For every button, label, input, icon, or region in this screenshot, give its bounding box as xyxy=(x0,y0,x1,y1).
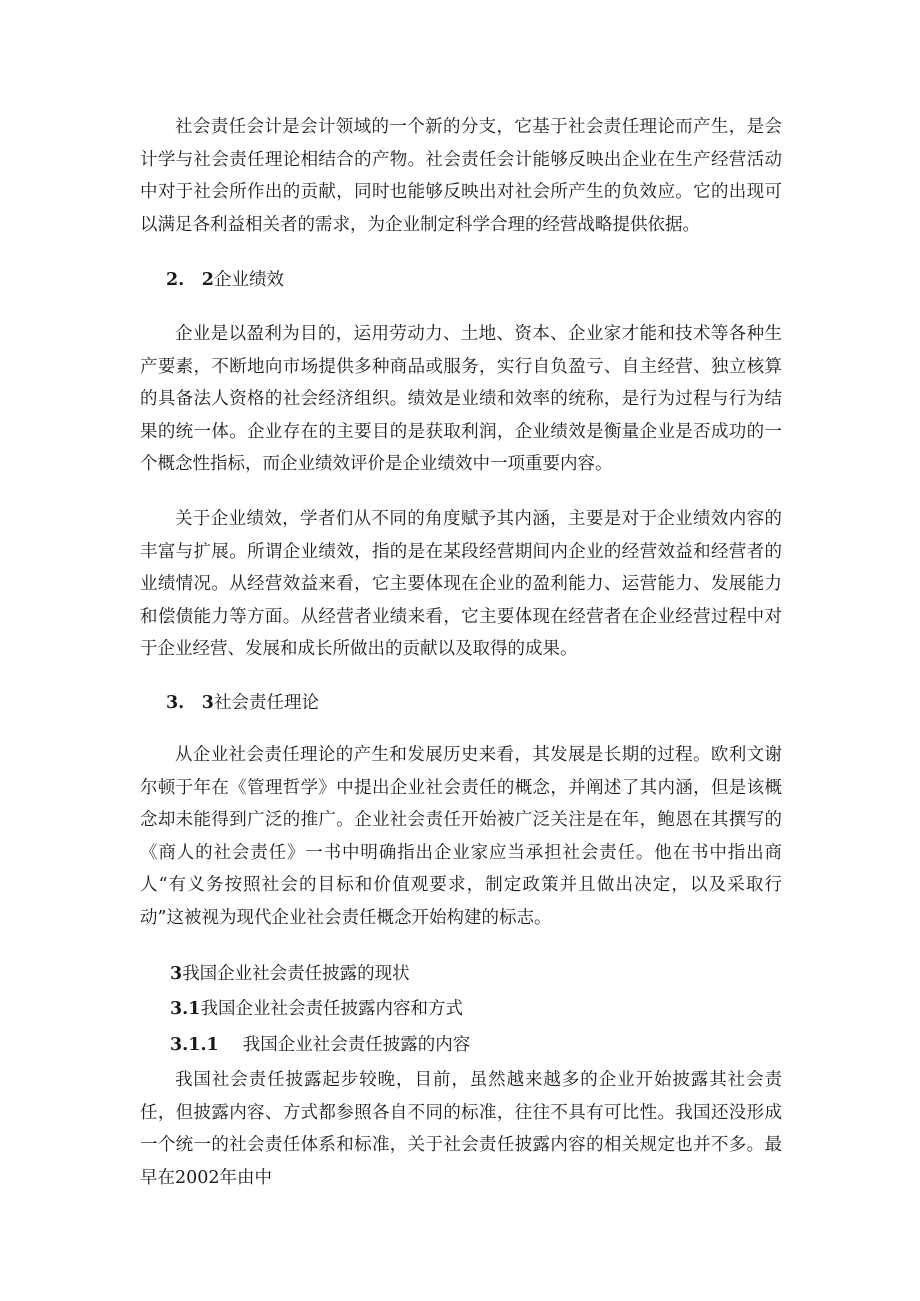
heading-2-2-enterprise-performance xyxy=(166,264,284,296)
heading-number: 2. 2 xyxy=(166,270,214,290)
heading-3-1-disclosure-content-and-methods xyxy=(170,993,463,1025)
heading-number: 3.1 xyxy=(170,999,201,1019)
heading-title: 社会责任理论 xyxy=(213,693,319,713)
paragraph-csr-accounting: 社会责任会计是会计领域的一个新的分支，它基于社会责任理论而产生，是会计学与社会责任理论相结合的产物。社会责任会计能够反映出企业在生产经营活动中对于社会所作出的贡献，同时也能够反映出对社会所产生的负效应。它的出现可以满足各利益相关者的需求，为企业制定科学合理的经营战略提供依据。 xyxy=(140,117,782,235)
heading-title: 企业绩效 xyxy=(213,270,284,290)
heading-number: 3 xyxy=(170,964,183,984)
heading-3-csr-disclosure-status xyxy=(170,958,410,990)
paragraph-performance-connotation: 关于企业绩效，学者们从不同的角度赋予其内涵，主要是对于企业绩效内容的丰富与扩展。所谓企业绩效，指的是在某段经营期间内企业的经营效益和经营者的业绩情况。从经营效益来看，它主要体现在企业的盈利能力、运营能力、发展能力和偿债能力等方面。从经营者业绩来看，它主要体现在经营者在企业经营过程中对于企业经营、发展和成长所做出的贡献以及取得的成果。 xyxy=(140,509,782,659)
paragraph-enterprise-definition: 企业是以盈利为目的，运用劳动力、土地、资本、企业家才能和技术等各种生产要素，不断地向市场提供多种商品或服务，实行自负盈亏、自主经营、独立核算的具备法人资格的社会经济组织。绩效是业绩和效率的统称，是行为过程与行为结果的统一体。企业存在的主要目的是获取利润，企业绩效是衡量企业是否成功的一个概念性指标，而企业绩效评价是企业绩效中一项重要内容。 xyxy=(140,324,782,474)
paragraph-csr-history: 从企业社会责任理论的产生和发展历史来看，其发展是长期的过程。欧利文谢尔顿于年在《管理哲学》中提出企业社会责任的概念，并阐述了其内涵，但是该概念却未能得到广泛的推广。企业社会责任开始被广泛关注是在年，鲍恩在其撰写的《商人的社会责任》一书中明确指出企业家应当承担社会责任。他在书中指出商人“有义务按照社会的目标和价值观要求，制定政策并且做出决定，以及采取行动”这被视为现代企业社会责任概念开始构建的标志。 xyxy=(140,745,782,928)
heading-title: 我国企业社会责任披露的内容 xyxy=(242,1035,471,1055)
heading-number: 3. 3 xyxy=(166,693,214,713)
paragraph-disclosure-current-state: 我国社会责任披露起步较晚，目前，虽然越来越多的企业开始披露其社会责任，但披露内容、方式都参照各自不同的标准，往往不具有可比性。我国还没形成一个统一的社会责任体系和标准，关于社会责任披露内容的相关规定也并不多。最早在2002年由中 xyxy=(140,1070,782,1188)
heading-title: 我国企业社会责任披露内容和方式 xyxy=(200,999,463,1019)
heading-3-1-1-disclosure-content xyxy=(170,1029,470,1061)
heading-3-3-csr-theory xyxy=(166,687,319,719)
heading-title: 我国企业社会责任披露的现状 xyxy=(182,964,410,984)
heading-number: 3.1.1 xyxy=(170,1035,219,1055)
